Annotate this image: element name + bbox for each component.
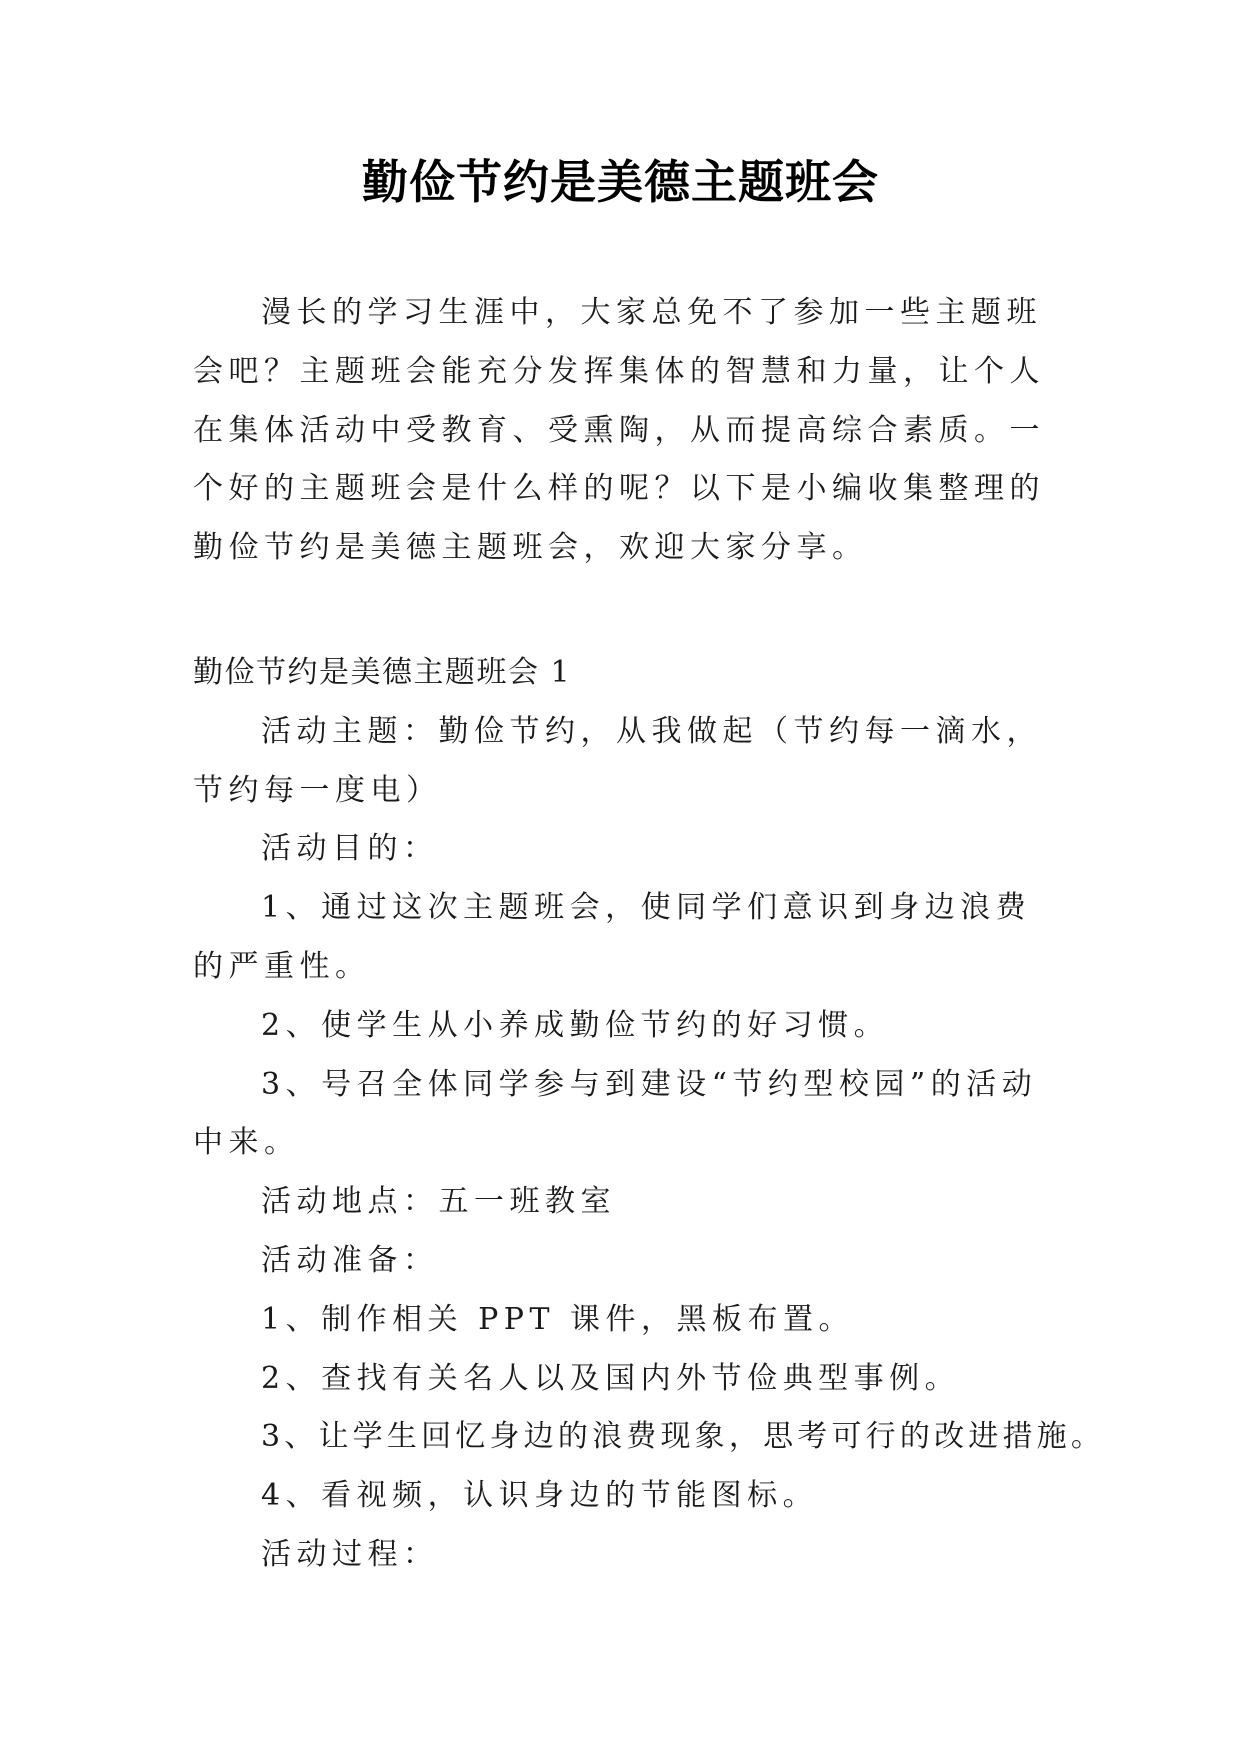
paragraph-activity-location: 活动地点：五一班教室 xyxy=(261,1184,616,1220)
paragraph-preparation-2: 2、查找有关名人以及国内外节俭典型事例。 xyxy=(261,1360,961,1396)
paragraph-preparation-4: 4、看视频，认识身边的节能图标。 xyxy=(261,1478,819,1514)
section-heading: 勤俭节约是美德主题班会 1 xyxy=(193,655,572,690)
paragraph-purpose-3: 3、号召全体同学参与到建设“节约型校园”的活动中来。 xyxy=(193,1066,1038,1161)
paragraph-activity-process-label: 活动过程： xyxy=(261,1536,439,1572)
intro-paragraph: 漫长的学习生涯中，大家总免不了参加一些主题班会吧？主题班会能充分发挥集体的智慧和力量，让个人在集体活动中受教育、受熏陶，从而提高综合素质。一个好的主题班会是什么样的呢？以下是小编收集整理的勤俭节约是美德主题班会，欢迎大家分享。 xyxy=(193,295,1045,566)
paragraph-activity-preparation-label: 活动准备： xyxy=(261,1242,439,1278)
paragraph-activity-purpose-label: 活动目的： xyxy=(261,831,439,867)
document-title: 勤俭节约是美德主题班会 xyxy=(362,155,879,209)
paragraph-purpose-2: 2、使学生从小养成勤俭节约的好习惯。 xyxy=(261,1007,890,1043)
document-body xyxy=(193,644,1106,1585)
paragraph-purpose-1: 1、通过这次主题班会，使同学们意识到身边浪费的严重性。 xyxy=(193,890,1032,984)
paragraph-preparation-1: 1、制作相关 PPT 课件，黑板布置。 xyxy=(261,1301,855,1337)
paragraph-preparation-3: 3、让学生回忆身边的浪费现象，思考可行的改进措施。 xyxy=(261,1419,1106,1455)
paragraph-activity-theme: 活动主题：勤俭节约，从我做起（节约每一滴水，节约每一度电） xyxy=(193,713,1042,808)
